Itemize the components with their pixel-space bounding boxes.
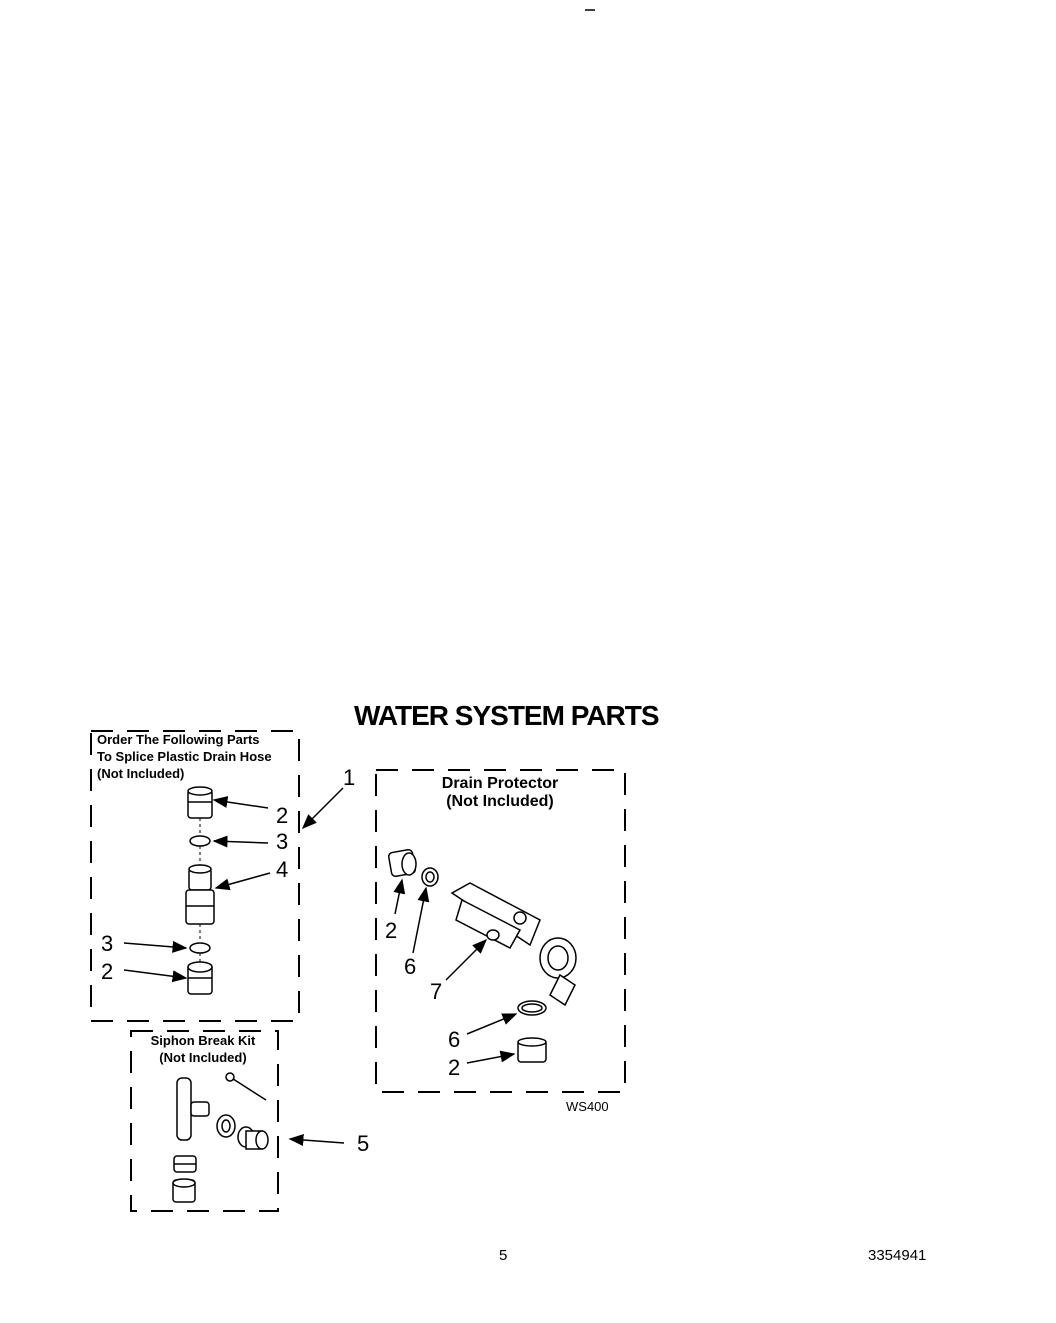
coupling-bottom xyxy=(188,962,212,994)
splice-label-line2: To Splice Plastic Drain Hose xyxy=(97,749,272,764)
page-number: 5 xyxy=(499,1247,508,1264)
callout-3-bottom: 3 xyxy=(101,931,114,956)
siphon-box-label xyxy=(145,1032,261,1066)
siphon-nut xyxy=(217,1115,235,1137)
drain-label-line2: (Not Included) xyxy=(446,793,554,810)
callout-2-top: 2 xyxy=(276,803,289,828)
siphon-coupling xyxy=(238,1127,268,1149)
siphon-cap xyxy=(173,1179,195,1202)
callout-5: 5 xyxy=(357,1131,370,1156)
splice-label-line3: (Not Included) xyxy=(97,766,185,781)
connector-tube xyxy=(186,865,214,924)
splice-box-label xyxy=(97,731,272,782)
drain-callout-7: 7 xyxy=(430,979,443,1004)
callout-4: 4 xyxy=(276,857,289,882)
callout-1: 1 xyxy=(343,765,356,790)
drain-label-line1: Drain Protector xyxy=(441,775,559,792)
clamp-top xyxy=(190,836,210,846)
drain-body xyxy=(452,883,576,1005)
splice-label-line1: Order The Following Parts xyxy=(97,732,260,747)
drain-callout-2-bottom: 2 xyxy=(448,1055,461,1080)
drain-coupling-bottom xyxy=(518,1038,546,1062)
siphon-pin xyxy=(226,1073,266,1100)
callout-3-top: 3 xyxy=(276,829,289,854)
drain-coupling-left xyxy=(388,849,416,877)
siphon-tee xyxy=(177,1078,209,1140)
siphon-label-line1: Siphon Break Kit xyxy=(150,1033,256,1048)
coupling-top xyxy=(188,787,212,818)
drain-callout-6-left: 6 xyxy=(404,954,417,979)
drain-ring-left xyxy=(422,868,438,886)
document-number: 3354941 xyxy=(868,1247,927,1264)
drain-callout-2-left: 2 xyxy=(385,918,398,943)
drain-callout-6-bottom: 6 xyxy=(448,1027,461,1052)
figure-code: WS400 xyxy=(566,1099,609,1114)
siphon-ring xyxy=(174,1156,196,1172)
drain-box-label xyxy=(420,775,580,811)
clamp-bottom xyxy=(190,943,210,953)
drain-ring-bottom xyxy=(518,1001,546,1015)
siphon-label-line2: (Not Included) xyxy=(159,1050,247,1065)
page-title: WATER SYSTEM PARTS xyxy=(354,700,659,731)
callout-2-bottom: 2 xyxy=(101,959,114,984)
